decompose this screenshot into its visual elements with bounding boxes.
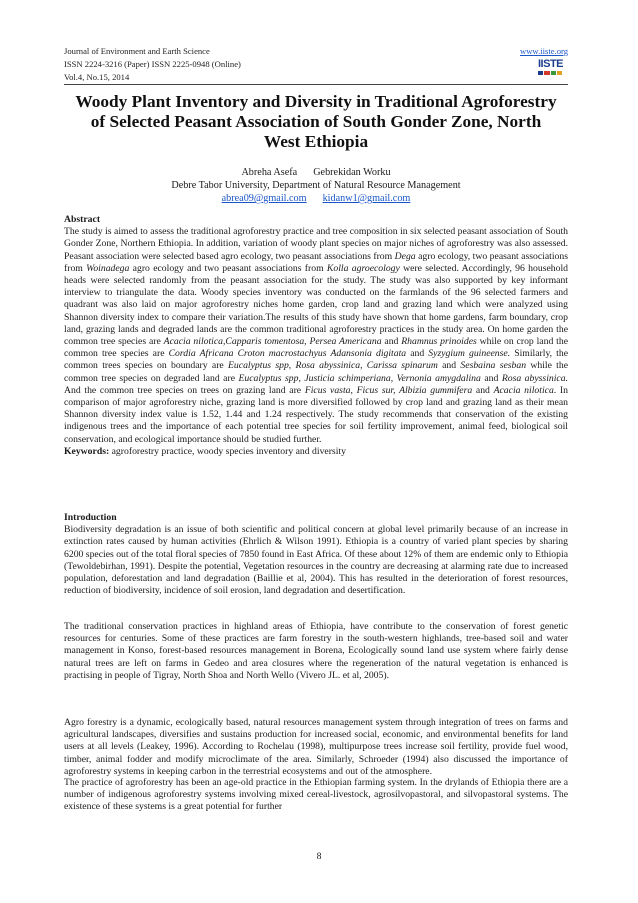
volume-line: Vol.4, No.15, 2014: [64, 72, 130, 82]
keywords-label: Keywords:: [64, 445, 110, 457]
journal-name: Journal of Environment and Earth Science: [64, 46, 210, 56]
intro-paragraph-4: The practice of agroforestry has been an age-old practice in the Ethiopian farming system. In the drylands of Ethiopia there are a number of indigenous agroforestry systems involving mixed cereal-livestock, agrosilvopastoral, and silvopastoral systems. The existence of these systems is a great potential for further: [64, 777, 568, 813]
affiliation: Debre Tabor University, Department of Natural Resource Management: [171, 180, 461, 191]
iiste-logo-text: IISTE: [538, 58, 564, 70]
keywords-text: agroforestry practice, woody species inventory and diversity: [109, 445, 346, 457]
page-number: 8: [316, 851, 322, 862]
keywords-line: [64, 446, 568, 458]
author-block: [64, 166, 568, 205]
author-names: [64, 166, 568, 179]
author-emails: [64, 192, 568, 205]
journal-url-link[interactable]: www.iiste.org: [520, 46, 568, 56]
abstract-section: [64, 214, 568, 458]
author-1: Abreha Asefa: [241, 167, 298, 178]
intro-paragraph-1: Biodiversity degradation is an issue of both scientific and political concern at global level primarily because of an increase in extinction rates caused by human activities (Ehrlich & Wilson 1991). Ethiopia is a country of varied plant species by sharing 6200 species out of the total floral species of 7850 found in East Africa. Of these about 12% of them are endemic only to Ethiopia (Tewoldebirhan, 1991). Despite the potential, Vegetation resources in the country are decreasing at alarming rate due to increased population, deforestation and land degradation (Baillie et al, 2004). This has resulted in the deterioration of forest resources, reduction of biodiversity, incidence of soil erosion, land degradation and desertification.: [64, 524, 568, 597]
introduction-heading-block: [64, 512, 568, 597]
email-1-link[interactable]: abrea09@gmail.com: [221, 193, 307, 204]
paper-title: [64, 92, 568, 152]
title-line-1: Woody Plant Inventory and Diversity in Traditional Agroforestry: [75, 92, 557, 111]
author-2: Gebrekidan Worku: [313, 167, 391, 178]
title-line-2: of Selected Peasant Association of South Gonder Zone, North: [90, 112, 542, 131]
abstract-body: The study is aimed to assess the traditional agroforestry practice and tree composition in six selected peasant association of South Gonder Zone, Northern Ethiopia. In addition, variation of woody plant species on major niches of agroforestry was also assessed. Peasant association were selected based agro ecology, two peasant associations from Dega agro ecology, two peasant associations from Woinadega agro ecology and two peasant associations from Kolla agroecology were selected. Accordingly, 96 household heads were selected randomly from the peasant association for the study. The study was also supported by key informant interview to triangulate the data. Woody species inventory was conducted on the farmlands of the 96 selected farmers and quadrant was also laid on major agroforestry niches home garden, crop land and grazing land which were analyzed using Shannon diversity index to compare their variation.The results of this study have shown that home gardens, farm boundary, crop land, grazing lands and degraded lands are the common traditional agroforestry practices in the study area. On home garden the common tree species are Acacia nilotica,Capparis tomentosa, Persea Americana and Rhamnus prinoides while on crop land the common tree species are Cordia Africana Croton macrostachyus Adansonia digitata and Syzygium guineense. Similarly, the common trees species on boundary are Eucalyptus spp, Rosa abyssinica, Carissa spinarum and Sesbaina sesban while the common tree species on degraded land are Eucalyptus spp, Justicia schimperiana, Vernonia amygdalina and Rosa abyssinica. And the common tree species on trees on grazing land are Ficus vasta, Ficus sur, Albizia gummifera and Acacia nilotica. In comparison of major agroforestry niche, grazing land is more diversified followed by crop land and grazing land as their mean Shannon diversity index value is 1.52, 1.44 and 1.24 respectively. The study recommends that conservation of the existing indigenous trees and the importance of each potential tree species for soil fertility improvement, animal feed, biological soil conservation, and ecological importance should be studied further.: [64, 226, 569, 445]
iiste-logo: [538, 59, 562, 81]
logo-color-bars: [538, 71, 562, 75]
introduction-heading: Introduction: [64, 512, 117, 523]
email-2-link[interactable]: kidanw1@gmail.com: [322, 193, 411, 204]
intro-paragraph-3: Agro forestry is a dynamic, ecologically based, natural resources management system through integration of trees on farms and agricultural landscapes, diversifies and sustains production for increased social, economic, and environmental benefits for land users at all levels (Leakey, 1996). According to Rochelau (1998), multipurpose trees increase soil fertility, provide fuel wood, timber, animal fodder and modify microclimate of the area. Similarly, Schroeder (1994) also discussed the importance of agroforestry systems in keeping carbon in the terrestrial ecosystems and out of the atmosphere.: [64, 717, 568, 777]
abstract-heading: Abstract: [64, 214, 101, 225]
header-divider: [64, 84, 568, 85]
issn-line: ISSN 2224-3216 (Paper) ISSN 2225-0948 (Online): [64, 59, 241, 69]
title-line-3: West Ethiopia: [263, 132, 369, 151]
intro-paragraph-2: The traditional conservation practices in highland areas of Ethiopia, have contribute to the conservation of forest genetic resources for centuries. Some of these practices are farm forestry in the south-western highlands, tree-based soil and water management in Konso, forest-based resources management in Borena, Ecologically sound land use system where fairly dense natural trees are left on farms in Gedeo and area closures where the regeneration of the natural vegetation is enhanced is practising in people of Tigray, North Shoa and North Wello (Vivero JL. et al, 2005).: [64, 621, 568, 681]
